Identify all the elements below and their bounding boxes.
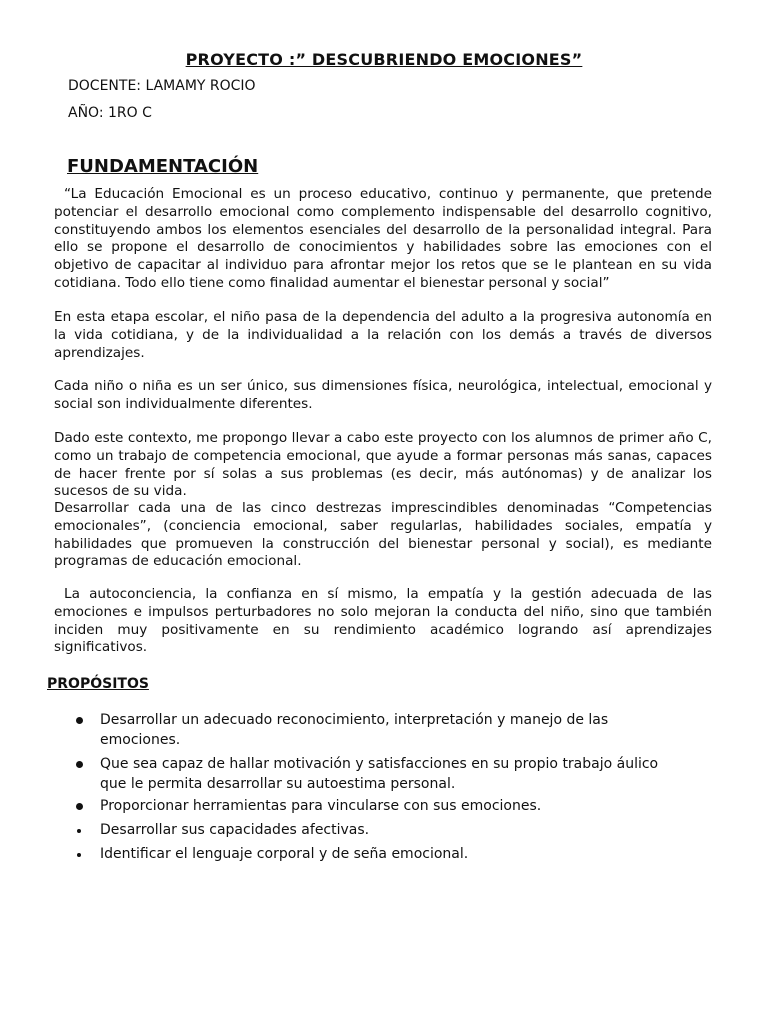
propositos-heading: PROPÓSITOS	[47, 676, 149, 692]
paragraph-1: “La Educación Emocional es un proceso educativo, continuo y permanente, que pretende potenciar el desarrollo emocional como complemento indispensable del desarrollo cognitivo, constituyendo ambos los elementos esenciales del desarrollo de la personalidad integral. Para ello se propone el desarrollo de conocimientos y habilidades sobre las emociones con el objetivo de capacitar al individuo para afrontar mejor los retos que se le plantean en su vida cotidiana. Todo ello tiene como finalidad aumentar el bienestar personal y social”	[54, 186, 712, 291]
bullet-icon	[77, 829, 81, 833]
teacher-line: DOCENTE: LAMAMY ROCIO	[68, 78, 256, 94]
list-item	[74, 820, 674, 840]
paragraph-5: Desarrollar cada una de las cinco destrezas imprescindibles denominadas “Competencias emocionales”, (conciencia emocional, saber regularlas, habilidades sociales, empatía y habilidades que promueven la construcción del bienestar personal y social), es mediante programas de educación emocional.	[54, 500, 712, 570]
list-item-text: Desarrollar un adecuado reconocimiento, interpretación y manejo de las emociones.	[100, 712, 609, 748]
paragraph-2: En esta etapa escolar, el niño pasa de la dependencia del adulto a la progresiva autonomía en la vida cotidiana, y de la individualidad a la relación con los demás a través de diversos aprendizajes.	[54, 309, 712, 361]
year-line: AÑO: 1RO C	[68, 105, 152, 121]
paragraph-3: Cada niño o niña es un ser único, sus dimensiones física, neurológica, intelectual, emocional y social son individualmente diferentes.	[54, 378, 712, 412]
list-item-text: Identificar el lenguaje corporal y de seña emocional.	[100, 846, 469, 862]
bullet-icon	[76, 761, 83, 768]
paragraph-6: La autoconciencia, la confianza en sí mismo, la empatía y la gestión adecuada de las emociones e impulsos perturbadores no solo mejoran la conducta del niño, sino que también inciden muy positivamente en su rendimiento académico logrando así aprendizajes significativos.	[54, 586, 712, 656]
bullet-icon	[77, 853, 81, 857]
fundamentacion-heading: FUNDAMENTACIÓN	[67, 156, 259, 177]
list-item	[74, 844, 674, 864]
bullet-icon	[76, 803, 83, 810]
list-item-text: Desarrollar sus capacidades afectivas.	[100, 822, 370, 838]
page-title: PROYECTO :” DESCUBRIENDO EMOCIONES”	[185, 50, 583, 69]
paragraph-4: Dado este contexto, me propongo llevar a cabo este proyecto con los alumnos de primer año C, como un trabajo de competencia emocional, que ayude a formar personas más sanas, capaces de hacer frente por sí solas a sus problemas (es decir, más autónomas) y de analizar los sucesos de su vida.	[54, 430, 712, 500]
list-item	[74, 796, 674, 816]
list-item	[74, 710, 674, 750]
bullet-icon	[76, 717, 83, 724]
list-item-text: Que sea capaz de hallar motivación y satisfacciones en su propio trabajo áulico que le permita desarrollar su autoestima personal.	[100, 756, 659, 792]
list-item-text: Proporcionar herramientas para vincularse con sus emociones.	[100, 798, 542, 814]
list-item	[74, 754, 674, 794]
propositos-list	[74, 710, 674, 864]
